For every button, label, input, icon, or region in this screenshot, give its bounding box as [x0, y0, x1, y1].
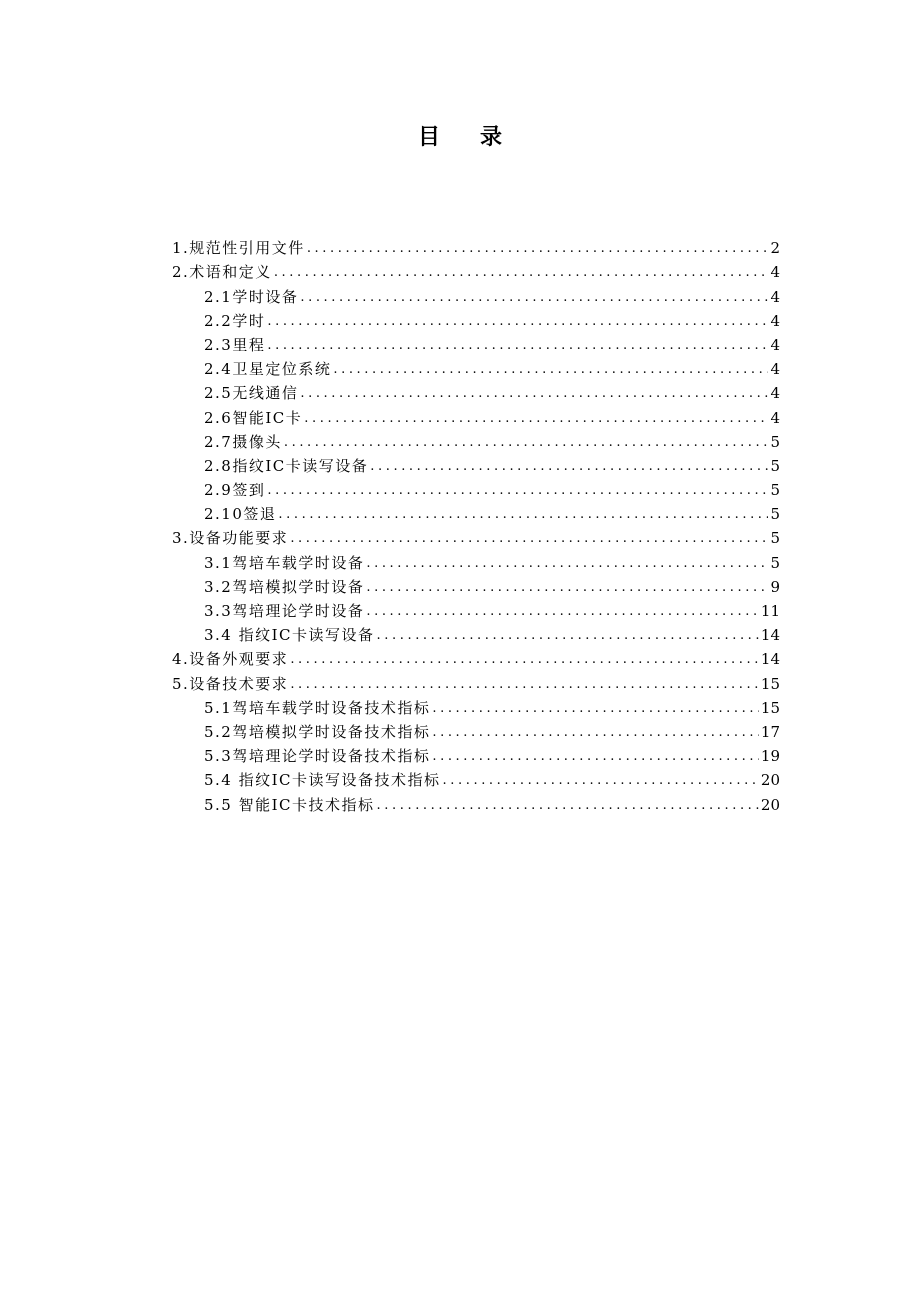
toc-entry-title: 2.10签退 [204, 505, 277, 524]
toc-entry[interactable] [172, 718, 780, 742]
toc-page-number: 9 [770, 577, 780, 596]
toc-entry[interactable] [172, 258, 780, 282]
toc-entry[interactable] [172, 234, 780, 258]
toc-entry[interactable] [172, 669, 780, 693]
toc-entry[interactable] [172, 355, 780, 379]
toc-dot-leader [267, 337, 768, 355]
toc-dot-leader [377, 627, 759, 645]
toc-dot-leader [284, 434, 769, 452]
toc-dot-leader [366, 555, 768, 573]
toc-page-number: 4 [770, 263, 780, 282]
toc-page-number: 5 [770, 529, 780, 548]
toc-dot-leader [370, 458, 768, 476]
toc-entry[interactable] [172, 524, 780, 548]
toc-entry-title: 5.4 指纹IC卡读写设备技术指标 [204, 771, 441, 790]
toc-page-number: 4 [770, 384, 780, 403]
toc-entry[interactable] [172, 500, 780, 524]
toc-entry[interactable] [172, 476, 780, 500]
toc-entry[interactable] [172, 428, 780, 452]
toc-page-number: 4 [770, 287, 780, 306]
toc-page-number: 19 [760, 747, 780, 766]
toc-page-number: 14 [760, 650, 780, 669]
toc-entry-title: 3.4 指纹IC卡读写设备 [204, 626, 375, 645]
toc-page-number: 17 [760, 722, 780, 741]
page-title-char-2: 录 [480, 124, 503, 150]
toc-page-number: 20 [760, 795, 780, 814]
toc-entry-title: 2.1学时设备 [204, 287, 299, 306]
toc-entry-title: 2.8指纹IC卡读写设备 [204, 456, 369, 475]
toc-dot-leader [366, 603, 759, 621]
toc-entry[interactable] [172, 379, 780, 403]
toc-page-number: 5 [770, 432, 780, 451]
toc-entry-title: 2.7摄像头 [204, 432, 282, 451]
toc-dot-leader [290, 676, 759, 694]
page-title [0, 120, 920, 151]
toc-entry[interactable] [172, 694, 780, 718]
toc-dot-leader [274, 264, 769, 282]
toc-dot-leader [432, 748, 759, 766]
toc-dot-leader [432, 724, 759, 742]
toc-entry-title: 2.9签到 [204, 481, 266, 500]
table-of-contents [172, 234, 780, 815]
toc-dot-leader [333, 361, 768, 379]
toc-dot-leader [377, 797, 759, 815]
toc-page-number: 4 [770, 408, 780, 427]
toc-entry[interactable] [172, 742, 780, 766]
toc-dot-leader [290, 651, 759, 669]
toc-entry-title: 5.设备技术要求 [172, 674, 289, 693]
toc-page-number: 5 [770, 456, 780, 475]
toc-entry-title: 5.2驾培模拟学时设备技术指标 [204, 722, 431, 741]
toc-entry[interactable] [172, 452, 780, 476]
toc-entry-title: 5.3驾培理论学时设备技术指标 [204, 747, 431, 766]
toc-entry-title: 5.1驾培车载学时设备技术指标 [204, 698, 431, 717]
toc-entry[interactable] [172, 597, 780, 621]
toc-entry[interactable] [172, 307, 780, 331]
toc-dot-leader [432, 700, 759, 718]
toc-entry-title: 2.4卫星定位系统 [204, 360, 332, 379]
toc-entry[interactable] [172, 790, 780, 814]
toc-dot-leader [300, 289, 768, 307]
toc-dot-leader [278, 506, 768, 524]
toc-page-number: 15 [760, 698, 780, 717]
toc-page-number: 5 [770, 481, 780, 500]
toc-page-number: 4 [770, 360, 780, 379]
page-title-char-1: 目 [417, 124, 440, 150]
toc-entry[interactable] [172, 282, 780, 306]
toc-entry[interactable] [172, 331, 780, 355]
toc-page-number: 5 [770, 553, 780, 572]
toc-page-number: 11 [760, 602, 780, 620]
toc-entry[interactable] [172, 403, 780, 427]
toc-entry-title: 2.3里程 [204, 335, 266, 354]
toc-page-number: 20 [760, 771, 780, 790]
toc-page-number: 2 [770, 239, 780, 258]
toc-entry[interactable] [172, 766, 780, 790]
toc-entry-title: 3.1驾培车载学时设备 [204, 553, 365, 572]
toc-dot-leader [307, 240, 769, 258]
toc-dot-leader [290, 530, 768, 548]
toc-page-number: 4 [770, 311, 780, 330]
toc-entry-title: 3.2驾培模拟学时设备 [204, 577, 365, 596]
toc-entry-title: 2.6智能IC卡 [204, 408, 303, 427]
toc-entry-title: 2.术语和定义 [172, 263, 272, 282]
toc-dot-leader [300, 385, 768, 403]
toc-dot-leader [267, 313, 768, 331]
toc-entry-title: 3.设备功能要求 [172, 529, 289, 548]
toc-page-number: 4 [770, 335, 780, 354]
toc-entry[interactable] [172, 645, 780, 669]
toc-dot-leader [304, 410, 768, 428]
toc-page-number: 5 [770, 505, 780, 524]
toc-entry-title: 4.设备外观要求 [172, 650, 289, 669]
toc-entry-title: 3.3驾培理论学时设备 [204, 602, 365, 620]
toc-entry[interactable] [172, 573, 780, 597]
toc-dot-leader [366, 579, 768, 597]
toc-entry[interactable] [172, 621, 780, 645]
toc-dot-leader [267, 482, 768, 500]
toc-dot-leader [443, 772, 759, 790]
toc-entry[interactable] [172, 548, 780, 572]
toc-entry-title: 1.规范性引用文件 [172, 239, 305, 258]
toc-entry-title: 2.2学时 [204, 311, 266, 330]
toc-page-number: 15 [760, 674, 780, 693]
toc-entry-title: 5.5 智能IC卡技术指标 [204, 795, 375, 814]
toc-page-number: 14 [760, 626, 780, 645]
toc-entry-title: 2.5无线通信 [204, 384, 299, 403]
